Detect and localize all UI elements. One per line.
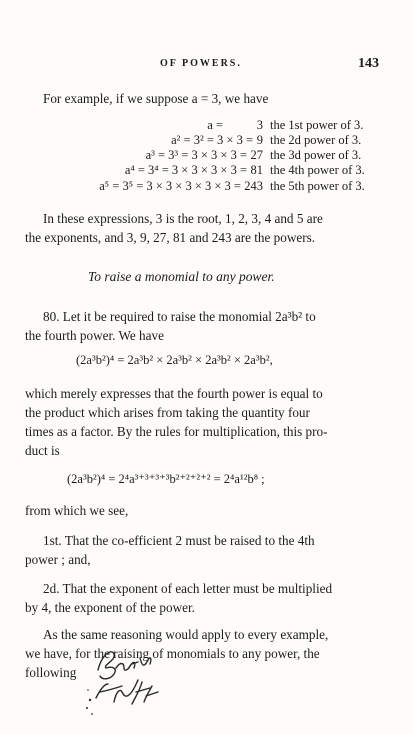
equation-1: (2a³b²)⁴ = 2a³b² × 2a³b² × 2a³b² × 2a³b², bbox=[76, 353, 273, 367]
table-value: 3 bbox=[256, 118, 263, 132]
rule-line: power ; and, bbox=[25, 552, 91, 567]
intro-text: For example, if we suppose a = 3, we have bbox=[43, 91, 269, 106]
table-value: 27 bbox=[250, 148, 263, 162]
table-description: the 4th power of 3. bbox=[270, 163, 365, 177]
table-description: the 2d power of 3. bbox=[270, 133, 362, 147]
rule-line: 1st. That the co-efficient 2 must be raised to the 4th bbox=[43, 533, 315, 548]
paragraph-line: the product which arises from taking the quantity four bbox=[25, 405, 310, 420]
paragraph-line: 80. Let it be required to raise the monomial 2a³b² to bbox=[43, 309, 316, 324]
rule-line: 2d. That the exponent of each letter must be multiplied bbox=[43, 581, 333, 596]
page-header bbox=[0, 56, 413, 76]
table-expression: a⁵ = 3⁵ = 3 × 3 × 3 × 3 × 3 = bbox=[99, 179, 241, 193]
paragraph-line: the fourth power. We have bbox=[25, 328, 164, 343]
table-value: 243 bbox=[244, 179, 263, 193]
paragraph-line: duct is bbox=[25, 443, 60, 458]
table-value: 81 bbox=[250, 163, 263, 177]
running-title: OF POWERS. bbox=[160, 58, 242, 69]
rule-line: by 4, the exponent of the power. bbox=[25, 600, 195, 615]
paragraph-line: which merely expresses that the fourth power is equal to bbox=[25, 386, 323, 401]
paragraph-line: times as a factor. By the rules for multiplication, this pro- bbox=[25, 424, 328, 439]
equation-2: (2a³b²)⁴ = 2⁴a³⁺³⁺³⁺³b²⁺²⁺²⁺² = 2⁴a¹²b⁸ ; bbox=[67, 472, 265, 486]
table-value: 9 bbox=[256, 133, 263, 147]
paragraph-line: As the same reasoning would apply to every example, bbox=[43, 627, 329, 642]
table-description: the 1st power of 3. bbox=[270, 118, 364, 132]
table-description: the 3d power of 3. bbox=[270, 148, 362, 162]
paragraph-line: the exponents, and 3, 9, 27, 81 and 243 are the powers. bbox=[25, 230, 316, 245]
table-expression: a³ = 3³ = 3 × 3 × 3 = bbox=[145, 148, 247, 162]
table-description: the 5th power of 3. bbox=[270, 179, 365, 193]
table-expression: a⁴ = 3⁴ = 3 × 3 × 3 × 3 = bbox=[124, 163, 247, 177]
paragraph-line: following bbox=[25, 665, 77, 680]
section-heading: To raise a monomial to any power. bbox=[88, 269, 275, 284]
table-expression: a = bbox=[207, 118, 223, 132]
paragraph-line: In these expressions, 3 is the root, 1, 2, 3, 4 and 5 are bbox=[43, 211, 323, 226]
table-expression: a² = 3² = 3 × 3 = bbox=[171, 133, 253, 147]
page-number: 143 bbox=[358, 56, 379, 71]
paragraph-line: from which we see, bbox=[25, 503, 129, 518]
paragraph-line: we have, for the raising of monomials to any power, the bbox=[25, 646, 320, 661]
handwritten-signature bbox=[70, 640, 180, 720]
